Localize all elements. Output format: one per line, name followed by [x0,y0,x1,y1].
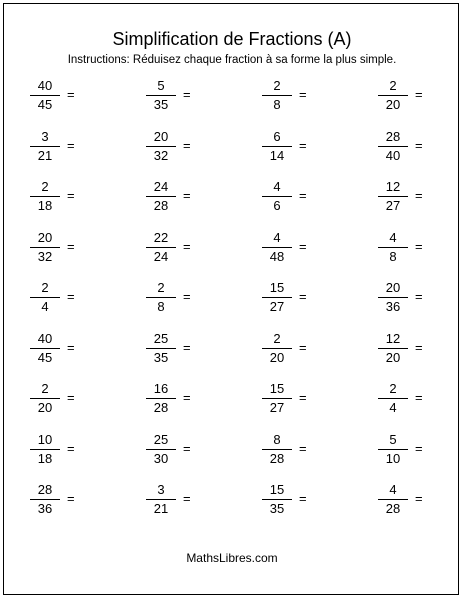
fraction-bar [146,499,176,500]
numerator: 4 [273,229,281,245]
denominator: 36 [37,501,53,516]
fraction-bar [146,95,176,96]
numerator: 2 [41,179,49,194]
fraction [146,179,176,214]
equals-sign: = [183,87,191,102]
fraction-bar [262,196,292,197]
numerator: 2 [41,381,49,396]
fraction-bar [30,297,60,298]
numerator: 2 [389,381,397,396]
denominator: 14 [269,147,285,163]
fraction-bar [262,449,292,450]
equals-sign: = [67,137,75,153]
equals-sign: = [415,339,423,355]
fraction-bar [262,348,292,349]
fraction-problem [232,78,348,129]
equals-sign: = [67,188,75,203]
fraction-bar [30,146,60,147]
fraction [262,331,292,366]
fraction-problem [348,230,464,281]
equals-sign: = [299,238,307,254]
numerator: 12 [385,330,401,346]
numerator: 20 [153,128,169,144]
equals-sign: = [299,289,307,304]
equals-sign: = [415,87,423,102]
denominator: 30 [153,450,169,466]
fraction-bar [378,247,408,248]
denominator: 24 [153,248,169,264]
fraction-problem [0,179,116,230]
fraction-problem [116,381,232,432]
denominator: 35 [153,349,169,365]
fraction [30,230,60,265]
equals-sign: = [415,289,423,304]
numerator: 2 [389,78,397,93]
fraction [146,230,176,265]
numerator: 2 [273,330,281,346]
fraction-problem [116,129,232,180]
equals-sign: = [183,137,191,153]
fraction [378,129,408,164]
denominator: 48 [269,248,285,264]
numerator: 22 [153,229,169,245]
denominator: 10 [385,450,401,466]
denominator: 35 [153,97,169,112]
denominator: 45 [37,349,53,365]
denominator: 20 [37,400,53,415]
fraction [262,78,292,113]
fraction-problem [232,179,348,230]
fraction-problem [0,331,116,382]
fraction [30,78,60,113]
denominator: 4 [41,299,49,314]
denominator: 28 [385,501,401,516]
equals-sign: = [67,491,75,506]
equals-sign: = [299,137,307,153]
equals-sign: = [67,289,75,304]
fraction-bar [30,196,60,197]
denominator: 20 [385,97,401,112]
denominator: 4 [389,400,397,415]
fraction-bar [378,95,408,96]
fraction [30,129,60,164]
page-title: Simplification de Fractions (A) [112,29,352,49]
denominator: 8 [157,299,165,314]
fraction [146,280,176,315]
fraction [146,482,176,517]
fraction-bar [378,398,408,399]
fraction-bar [30,348,60,349]
fraction-problem [0,280,116,331]
equals-sign: = [183,289,191,304]
fraction [378,331,408,366]
fraction-problem [232,331,348,382]
numerator: 12 [385,179,401,194]
fraction-problem [348,432,464,483]
fraction-bar [30,449,60,450]
equals-sign: = [67,87,75,102]
fraction-problem [0,230,116,281]
denominator: 28 [269,450,285,466]
equals-sign: = [183,188,191,203]
fraction [146,129,176,164]
fraction-problem [116,78,232,129]
fraction [262,482,292,517]
fraction [30,280,60,315]
fraction-problem [232,280,348,331]
denominator: 8 [389,248,397,264]
numerator: 15 [269,280,285,295]
denominator: 35 [269,501,285,516]
fraction-bar [30,95,60,96]
fraction [262,179,292,214]
numerator: 16 [153,381,169,396]
fraction-problem [0,129,116,180]
denominator: 21 [153,501,169,516]
fraction-problem [116,280,232,331]
fraction [262,129,292,164]
fraction-problem [116,482,232,533]
numerator: 25 [153,330,169,346]
numerator: 20 [385,280,401,295]
numerator: 2 [41,280,49,295]
equals-sign: = [415,440,423,456]
numerator: 24 [153,179,169,194]
fraction-bar [378,499,408,500]
fraction [30,432,60,467]
fraction-problem [232,482,348,533]
fraction [378,179,408,214]
fraction [30,179,60,214]
denominator: 18 [37,198,53,213]
denominator: 28 [153,400,169,415]
fraction-problem [232,432,348,483]
numerator: 10 [37,431,53,447]
fraction [262,381,292,416]
denominator: 40 [385,147,401,163]
equals-sign: = [415,238,423,254]
fraction-problem [0,381,116,432]
fraction-bar [146,196,176,197]
equals-sign: = [183,390,191,405]
fraction [378,381,408,416]
fraction-bar [262,247,292,248]
numerator: 20 [37,229,53,245]
denominator: 28 [153,198,169,213]
denominator: 6 [273,198,281,213]
numerator: 2 [157,280,165,295]
fraction-bar [378,348,408,349]
numerator: 2 [273,78,281,93]
fraction-problem [0,482,116,533]
numerator: 25 [153,431,169,447]
denominator: 18 [37,450,53,466]
numerator: 4 [273,179,281,194]
equals-sign: = [415,491,423,506]
numerator: 3 [41,128,49,144]
numerator: 3 [157,482,165,497]
equals-sign: = [183,440,191,456]
fraction-problem [116,179,232,230]
fraction [146,331,176,366]
fraction-bar [30,398,60,399]
numerator: 5 [157,78,165,93]
denominator: 27 [269,299,285,314]
equals-sign: = [67,440,75,456]
denominator: 8 [273,97,281,112]
fraction [30,482,60,517]
fraction [378,280,408,315]
fraction [146,78,176,113]
numerator: 4 [389,229,397,245]
denominator: 27 [269,400,285,415]
fraction [30,381,60,416]
denominator: 20 [269,349,285,365]
fraction-bar [146,297,176,298]
fraction [378,230,408,265]
denominator: 32 [37,248,53,264]
fraction [262,280,292,315]
equals-sign: = [183,491,191,506]
fraction-problem [348,78,464,129]
fraction-problem [116,230,232,281]
numerator: 40 [37,78,53,93]
denominator: 36 [385,299,401,314]
denominator: 45 [37,97,53,112]
fraction [262,230,292,265]
fraction-bar [262,297,292,298]
fraction-bar [30,247,60,248]
equals-sign: = [415,390,423,405]
fraction-bar [146,348,176,349]
fraction-bar [146,398,176,399]
fraction-bar [378,146,408,147]
fraction [146,381,176,416]
equals-sign: = [67,339,75,355]
equals-sign: = [299,188,307,203]
fraction [378,78,408,113]
fraction [262,432,292,467]
fraction-problem [232,230,348,281]
fraction-problem [232,381,348,432]
problem-grid [0,78,464,533]
fraction-problem [348,482,464,533]
equals-sign: = [415,137,423,153]
fraction-bar [146,247,176,248]
numerator: 15 [269,381,285,396]
equals-sign: = [299,339,307,355]
equals-sign: = [299,440,307,456]
fraction-bar [378,297,408,298]
fraction [146,432,176,467]
fraction-bar [262,499,292,500]
numerator: 8 [273,431,281,447]
fraction-bar [262,95,292,96]
fraction-problem [0,432,116,483]
numerator: 6 [273,128,281,144]
fraction [378,482,408,517]
fraction-problem [348,179,464,230]
numerator: 28 [37,482,53,497]
denominator: 32 [153,147,169,163]
footer-site-name: MathsLibres.com [186,551,278,565]
equals-sign: = [67,390,75,405]
denominator: 20 [385,349,401,365]
fraction-bar [146,146,176,147]
fraction-bar [378,196,408,197]
equals-sign: = [299,491,307,506]
fraction [30,331,60,366]
fraction-problem [348,381,464,432]
equals-sign: = [415,188,423,203]
fraction-problem [232,129,348,180]
fraction-bar [262,146,292,147]
numerator: 40 [37,330,53,346]
equals-sign: = [183,238,191,254]
equals-sign: = [67,238,75,254]
equals-sign: = [299,87,307,102]
fraction-problem [116,331,232,382]
numerator: 4 [389,482,397,497]
fraction-bar [262,398,292,399]
equals-sign: = [299,390,307,405]
denominator: 21 [37,147,53,163]
fraction-problem [348,331,464,382]
numerator: 28 [385,128,401,144]
numerator: 5 [389,431,397,447]
fraction-bar [30,499,60,500]
fraction-bar [146,449,176,450]
equals-sign: = [183,339,191,355]
instructions-text: Instructions: Réduisez chaque fraction à sa forme la plus simple. [67,54,397,66]
numerator: 15 [269,482,285,497]
fraction-problem [0,78,116,129]
fraction-problem [348,280,464,331]
denominator: 27 [385,198,401,213]
fraction-problem [348,129,464,180]
fraction-bar [378,449,408,450]
fraction-problem [116,432,232,483]
fraction [378,432,408,467]
